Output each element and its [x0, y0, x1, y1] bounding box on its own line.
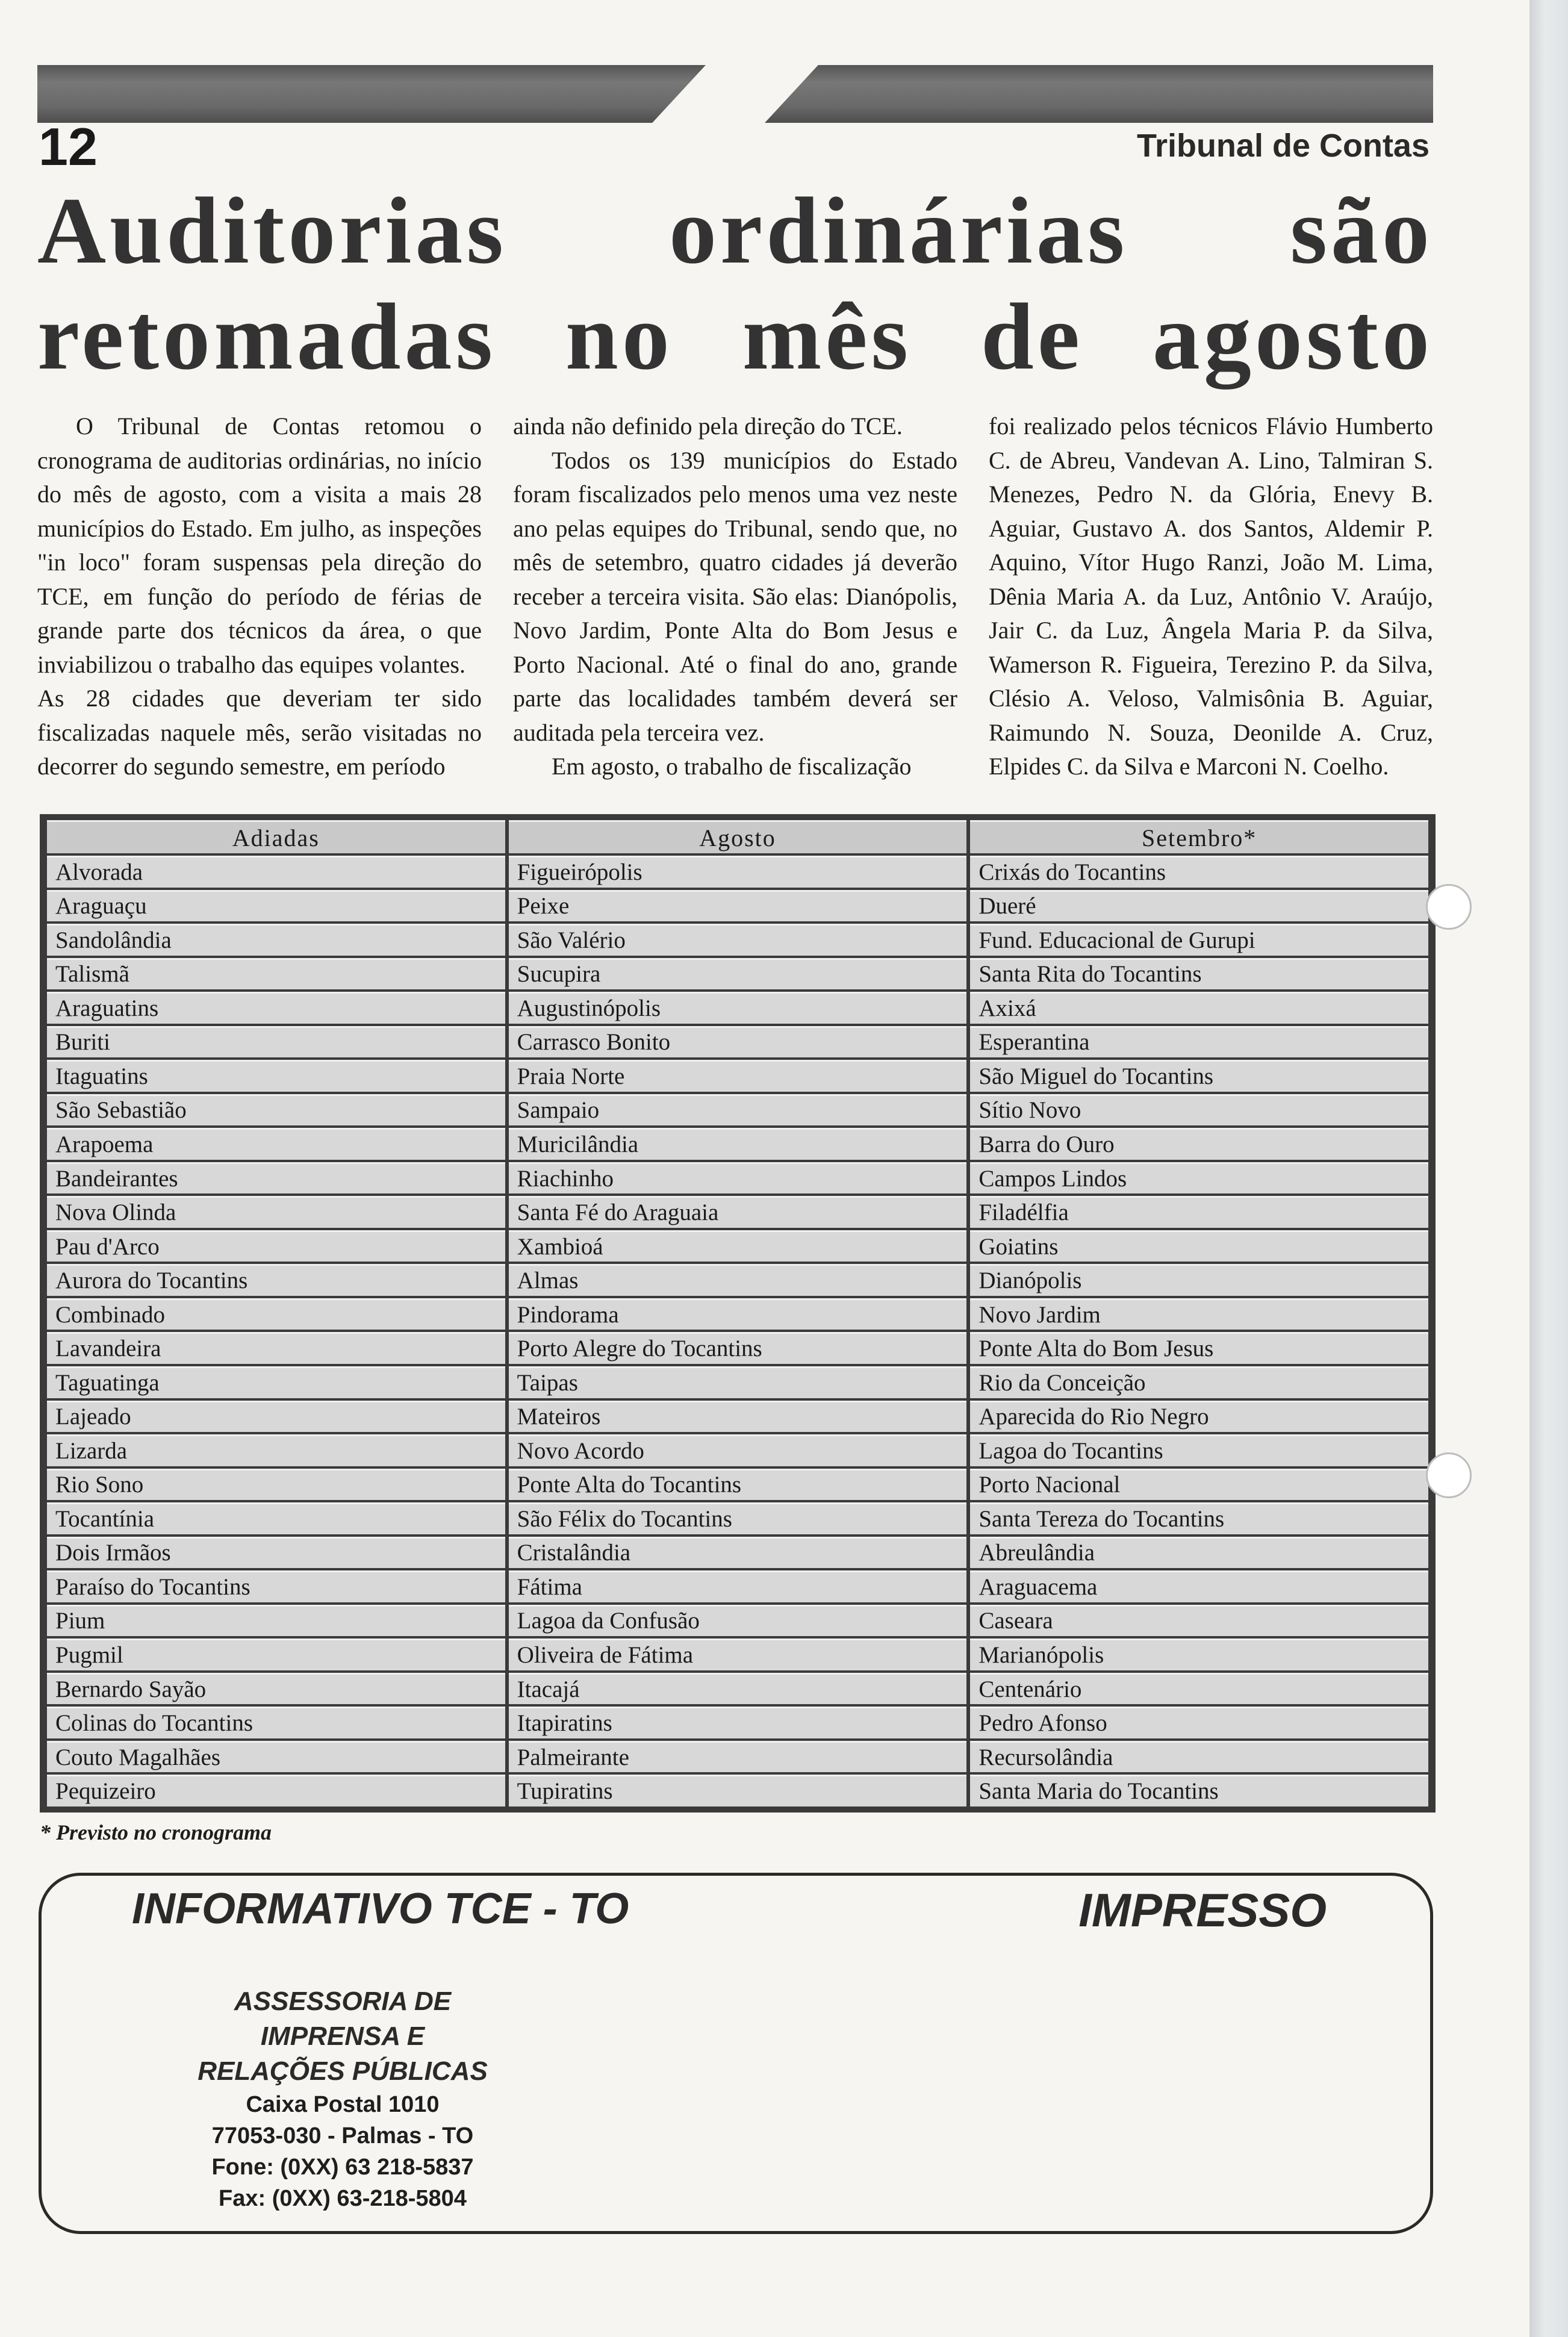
- table-cell: Buriti: [47, 1026, 505, 1058]
- table-row: [47, 1741, 1428, 1773]
- table-cell: Bandeirantes: [47, 1162, 505, 1194]
- table-cell: Porto Nacional: [970, 1469, 1428, 1501]
- table-cell: Colinas do Tocantins: [47, 1707, 505, 1738]
- table-cell: Oliveira de Fátima: [509, 1638, 967, 1670]
- headline-line-1: Auditorias ordinárias são: [37, 178, 1433, 284]
- zip-city: 77053-030 - Palmas - TO: [211, 2123, 474, 2149]
- table-row: [47, 1230, 1428, 1262]
- table-cell: Recursolândia: [970, 1741, 1428, 1773]
- table-cell: Couto Magalhães: [47, 1741, 505, 1773]
- table-cell: Palmeirante: [509, 1741, 967, 1773]
- table-cell: Sandolândia: [47, 924, 505, 956]
- department-line-1: ASSESSORIA DE IMPRENSA E: [234, 1987, 452, 2051]
- headline: [37, 178, 1433, 390]
- table-row: [47, 1332, 1428, 1364]
- table-cell: Arapoema: [47, 1128, 505, 1160]
- mailing-title: INFORMATIVO TCE - TO: [132, 1885, 629, 1933]
- table-cell: Esperantina: [970, 1026, 1428, 1058]
- table-cell: Paraíso do Tocantins: [47, 1570, 505, 1602]
- table-cell: Lajeado: [47, 1401, 505, 1433]
- table-row: [47, 1434, 1428, 1466]
- table-row: [47, 1469, 1428, 1501]
- table-cell: Abreulândia: [970, 1537, 1428, 1569]
- paragraph: O Tribunal de Contas retomou o cronograma de auditorias ordinárias, no início do mês de agosto, com a visita a mais 28 municípios do Estado. Em julho, as inspeções "in loco" foram suspensas pela direção do TCE, em função do período de férias de grande parte dos técnicos da área, o que inviabilizou o trabalho das equipes volantes.: [37, 412, 482, 678]
- department-line-2: RELAÇÕES PÚBLICAS: [198, 2056, 488, 2086]
- table-cell: Rio Sono: [47, 1469, 505, 1501]
- table-cell: Praia Norte: [509, 1060, 967, 1092]
- table-cell: Araguaçu: [47, 890, 505, 922]
- table-cell: Novo Acordo: [509, 1434, 967, 1466]
- table-cell: Tocantínia: [47, 1502, 505, 1534]
- table-row: [47, 1707, 1428, 1738]
- scan-edge: [1529, 0, 1568, 2337]
- table-cell: Santa Maria do Tocantins: [970, 1775, 1428, 1806]
- table-cell: Tupiratins: [509, 1775, 967, 1806]
- table-row: [47, 1537, 1428, 1569]
- paragraph: As 28 cidades que deveriam ter sido fiscalizadas naquele mês, serão visitadas no decorrer do segundo semestre, em período: [37, 685, 482, 780]
- table-cell: Peixe: [509, 890, 967, 922]
- table-row: [47, 1775, 1428, 1806]
- table-cell: Talismã: [47, 958, 505, 990]
- print-mark: IMPRESSO: [1078, 1884, 1327, 1937]
- table-cell: Combinado: [47, 1298, 505, 1330]
- header-setembro: Setembro*: [970, 820, 1428, 853]
- mailing-label: [39, 1873, 1433, 2234]
- table-row: [47, 1638, 1428, 1670]
- table-cell: Aparecida do Rio Negro: [970, 1401, 1428, 1433]
- table-row: [47, 1366, 1428, 1398]
- fax: Fax: (0XX) 63-218-5804: [219, 2186, 467, 2211]
- article-column-3: [989, 409, 1433, 780]
- table-cell: Itapiratins: [509, 1707, 967, 1738]
- table-cell: Muricilândia: [509, 1128, 967, 1160]
- table-row: [47, 1673, 1428, 1705]
- table-row: [47, 1264, 1428, 1296]
- paragraph: ainda não definido pela direção do TCE.: [513, 412, 903, 440]
- audit-schedule-table: [40, 814, 1436, 1813]
- section-name: Tribunal de Contas: [1136, 128, 1430, 164]
- table-cell: Itaguatins: [47, 1060, 505, 1092]
- page-number: 12: [39, 117, 98, 176]
- table-cell: Xambioá: [509, 1230, 967, 1262]
- table-cell: Fátima: [509, 1570, 967, 1602]
- table-cell: Dueré: [970, 890, 1428, 922]
- table-cell: Itacajá: [509, 1673, 967, 1705]
- table-row: [47, 890, 1428, 922]
- table-cell: Pium: [47, 1605, 505, 1637]
- table-footnote: * Previsto no cronograma: [40, 1820, 272, 1844]
- header-agosto: Agosto: [509, 820, 967, 853]
- table-row: [47, 958, 1428, 990]
- table-row: [47, 1128, 1428, 1160]
- table-row: [47, 1162, 1428, 1194]
- table-cell: Centenário: [970, 1673, 1428, 1705]
- table-row: [47, 924, 1428, 956]
- table-cell: Sítio Novo: [970, 1094, 1428, 1126]
- table-cell: Bernardo Sayão: [47, 1673, 505, 1705]
- table-row: [47, 1060, 1428, 1092]
- table-row: [47, 992, 1428, 1024]
- table-cell: Taipas: [509, 1366, 967, 1398]
- table-row: [47, 1570, 1428, 1602]
- table-cell: São Valério: [509, 924, 967, 956]
- table-cell: Novo Jardim: [970, 1298, 1428, 1330]
- table-cell: Carrasco Bonito: [509, 1026, 967, 1058]
- headline-line-2: retomadas no mês de agosto: [37, 284, 1433, 390]
- table-cell: Lagoa do Tocantins: [970, 1434, 1428, 1466]
- table-cell: Riachinho: [509, 1162, 967, 1194]
- table-cell: Nova Olinda: [47, 1196, 505, 1228]
- table-cell: Cristalândia: [509, 1537, 967, 1569]
- binder-hole-icon: [1426, 1452, 1472, 1498]
- table-row: [47, 1502, 1428, 1534]
- table-cell: Campos Lindos: [970, 1162, 1428, 1194]
- paragraph: Todos os 139 municípios do Estado foram fiscalizados pelo menos uma vez neste ano pelas equipes do Tribunal, sendo que, no mês de setembro, quatro cidades já deverão receber a terceira visita. São elas: Dianópolis, Novo Jardim, Ponte Alta do Bom Jesus e Porto Nacional. Até o final do ano, grande parte das localidades também deverá ser auditada pela terceira vez.: [513, 446, 957, 746]
- table-cell: Lagoa da Confusão: [509, 1605, 967, 1637]
- table-cell: Araguatins: [47, 992, 505, 1024]
- cities-table: [43, 818, 1432, 1809]
- table-cell: Barra do Ouro: [970, 1128, 1428, 1160]
- table-cell: Rio da Conceição: [970, 1366, 1428, 1398]
- table-row: [47, 1196, 1428, 1228]
- table-cell: Alvorada: [47, 856, 505, 888]
- table-cell: Crixás do Tocantins: [970, 856, 1428, 888]
- table-cell: Almas: [509, 1264, 967, 1296]
- table-cell: Pequizeiro: [47, 1775, 505, 1806]
- table-cell: Sucupira: [509, 958, 967, 990]
- table-cell: Caseara: [970, 1605, 1428, 1637]
- binder-hole-icon: [1426, 884, 1472, 930]
- article-column-1: [37, 409, 482, 780]
- table-row: [47, 1026, 1428, 1058]
- table-cell: São Sebastião: [47, 1094, 505, 1126]
- table-cell: Mateiros: [509, 1401, 967, 1433]
- table-cell: Taguatinga: [47, 1366, 505, 1398]
- table-cell: Lavandeira: [47, 1332, 505, 1364]
- table-header-row: [47, 820, 1428, 853]
- table-cell: Lizarda: [47, 1434, 505, 1466]
- table-cell: Santa Tereza do Tocantins: [970, 1502, 1428, 1534]
- table-cell: Goiatins: [970, 1230, 1428, 1262]
- table-cell: Pugmil: [47, 1638, 505, 1670]
- header-band-left: [37, 65, 706, 123]
- table-cell: Porto Alegre do Tocantins: [509, 1332, 967, 1364]
- table-cell: Dois Irmãos: [47, 1537, 505, 1569]
- table-cell: Pindorama: [509, 1298, 967, 1330]
- article-column-2: [513, 409, 957, 780]
- table-cell: Marianópolis: [970, 1638, 1428, 1670]
- table-cell: Pau d'Arco: [47, 1230, 505, 1262]
- table-cell: Augustinópolis: [509, 992, 967, 1024]
- table-cell: Ponte Alta do Bom Jesus: [970, 1332, 1428, 1364]
- table-cell: São Félix do Tocantins: [509, 1502, 967, 1534]
- paragraph: foi realizado pelos técnicos Flávio Humberto C. de Abreu, Vandevan A. Lino, Talmiran S. Menezes, Pedro N. da Glória, Enevy B. Aguiar, Gustavo A. dos Santos, Aldemir P. Aquino, Vítor Hugo Ranzi, João M. Lima, Dênia Maria A. da Luz, Antônio V. Araújo, Jair C. da Luz, Ângela Maria P. da Silva, Wamerson R. Figueira, Terezino P. da Silva, Clésio A. Veloso, Valmisônia B. Aguiar, Raimundo N. Souza, Deonilde A. Cruz, Elpides C. da Silva e Marconi N. Coelho.: [989, 412, 1433, 780]
- table-row: [47, 1401, 1428, 1433]
- table-cell: Filadélfia: [970, 1196, 1428, 1228]
- table-body: [47, 856, 1428, 1806]
- table-row: [47, 1094, 1428, 1126]
- paragraph: Em agosto, o trabalho de fiscalização: [552, 753, 912, 780]
- table-cell: Dianópolis: [970, 1264, 1428, 1296]
- table-cell: Axixá: [970, 992, 1428, 1024]
- table-row: [47, 856, 1428, 888]
- table-cell: Sampaio: [509, 1094, 967, 1126]
- table-cell: São Miguel do Tocantins: [970, 1060, 1428, 1092]
- mailing-address: [162, 1984, 523, 2214]
- phone: Fone: (0XX) 63 218-5837: [211, 2155, 474, 2180]
- table-row: [47, 1605, 1428, 1637]
- table-cell: Fund. Educacional de Gurupi: [970, 924, 1428, 956]
- table-cell: Ponte Alta do Tocantins: [509, 1469, 967, 1501]
- table-cell: Santa Fé do Araguaia: [509, 1196, 967, 1228]
- table-row: [47, 1298, 1428, 1330]
- table-cell: Figueirópolis: [509, 856, 967, 888]
- article-body: [37, 409, 1433, 780]
- po-box: Caixa Postal 1010: [246, 2092, 440, 2117]
- table-cell: Araguacema: [970, 1570, 1428, 1602]
- header-band-right: [765, 65, 1433, 123]
- table-cell: Aurora do Tocantins: [47, 1264, 505, 1296]
- header-adiadas: Adiadas: [47, 820, 505, 853]
- table-cell: Santa Rita do Tocantins: [970, 958, 1428, 990]
- table-cell: Pedro Afonso: [970, 1707, 1428, 1738]
